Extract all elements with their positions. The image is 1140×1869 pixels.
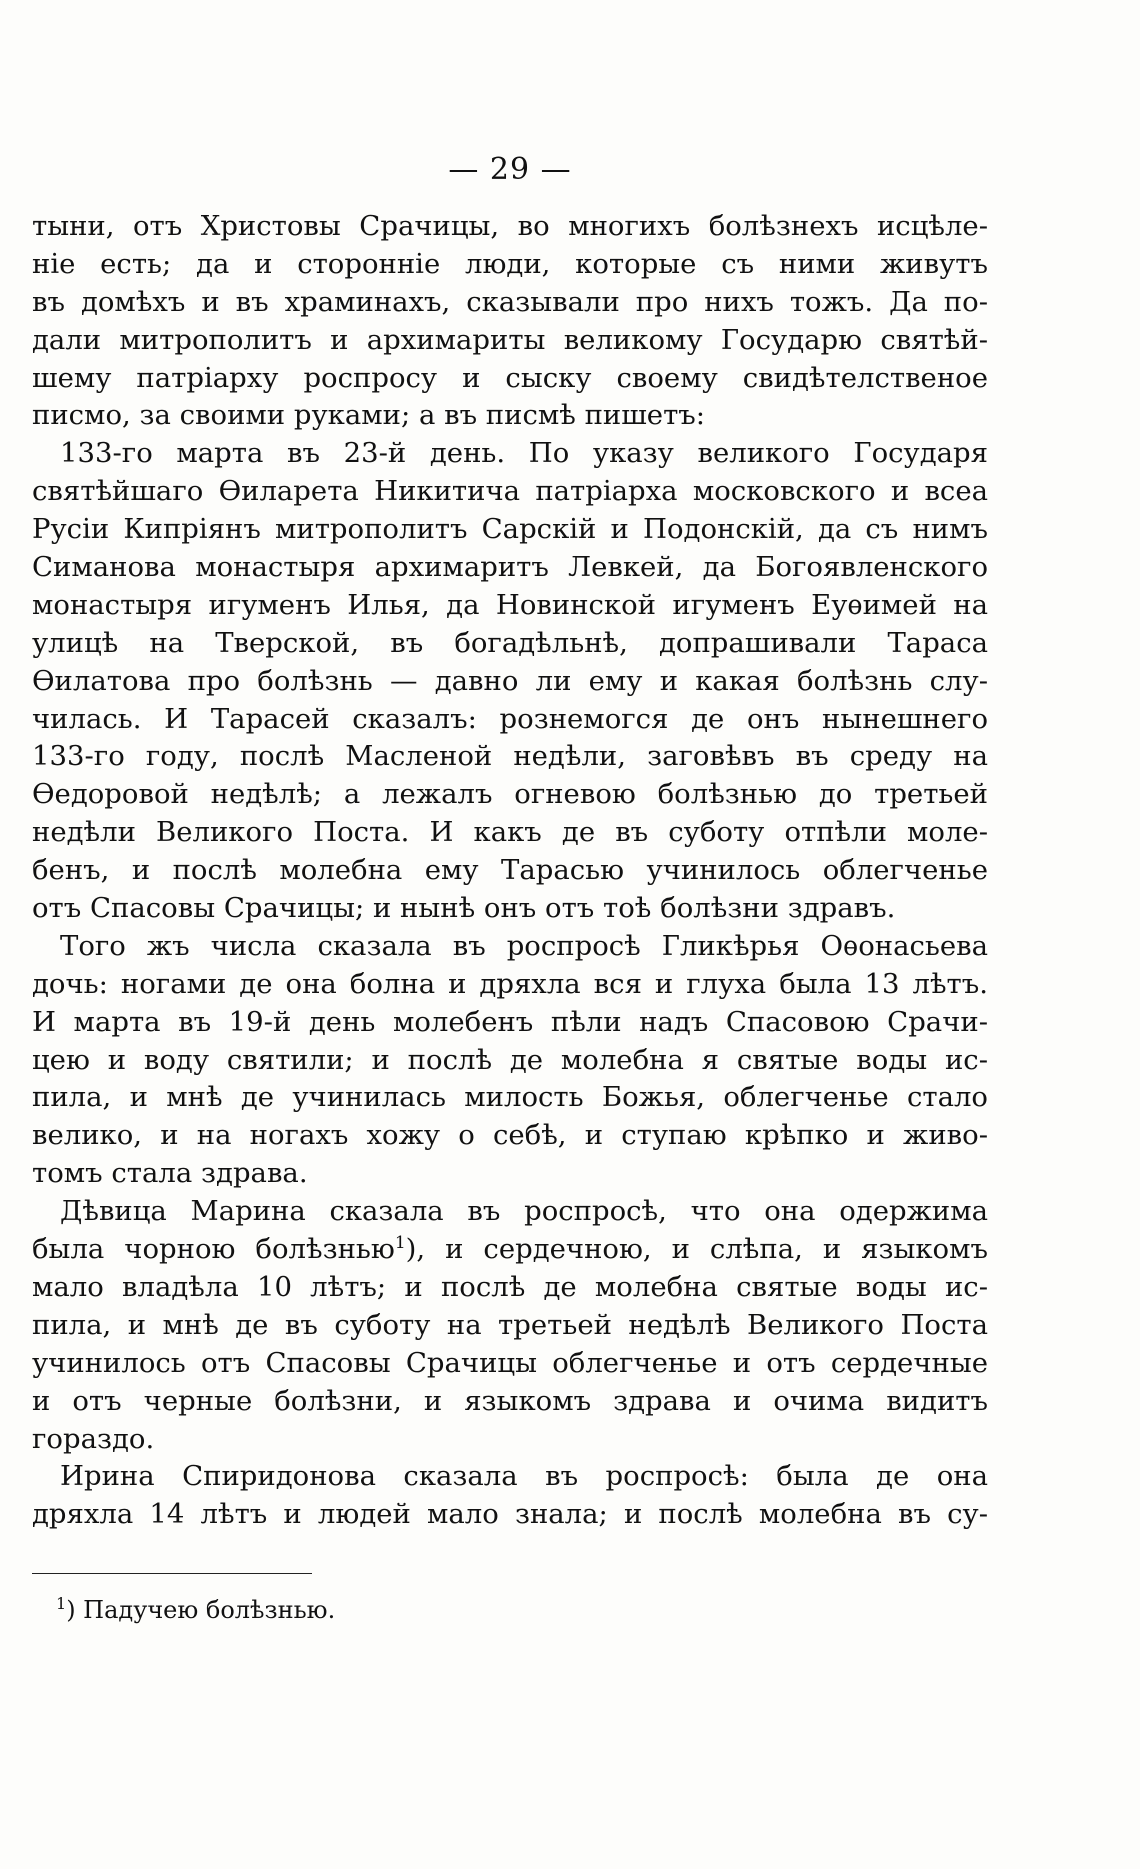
text-line — [32, 1231, 988, 1269]
text-line: Русіи Кипріянъ митрополитъ Сарскій и Подонскій, да съ нимъ — [32, 513, 988, 546]
footnote-text: ) Падучею болѣзнью. — [66, 1596, 336, 1624]
text-line: И марта въ 19-й день молебенъ пѣли надъ Спасовою Срачи- — [32, 1005, 988, 1038]
footnote-reference: 1 — [394, 1232, 406, 1253]
text-line: писмо, за своими руками; а въ писмѣ пишетъ: — [32, 399, 706, 432]
text-line: тыни, отъ Христовы Срачицы, во многихъ болѣзнехъ исцѣле- — [32, 210, 988, 242]
text-line: въ домѣхъ и въ храминахъ, сказывали про нихъ тожъ. Да по- — [32, 285, 988, 318]
text-line: дочь: ногами де она болна и дряхла вся и глуха была 13 лѣтъ. — [32, 967, 988, 1000]
text-line: шему патріарху роспросу и сыску своему свидѣтелственое — [32, 361, 988, 394]
text-line: дряхла 14 лѣтъ и людей мало знала; и послѣ молебна въ су- — [32, 1498, 988, 1531]
text-line: Того жъ числа сказала въ роспросѣ Гликѣрья Оѳонасьева — [60, 929, 988, 962]
footnote-marker: 1 — [56, 1594, 67, 1613]
text-line: пила, и мнѣ де учинилась милость Божья, облегченье стало — [32, 1081, 988, 1114]
text-line: чилась. И Тарасей сказалъ: рознемогся де онъ нынешнего — [32, 702, 988, 735]
text-line: святѣйшаго Ѳиларета Никитича патріарха московского и всеа — [32, 475, 988, 508]
text-line: цею и воду святили; и послѣ де молебна я святые воды ис- — [32, 1043, 988, 1076]
footnote-separator — [32, 1573, 312, 1574]
text-line: мало владѣла 10 лѣтъ; и послѣ де молебна святые воды ис- — [32, 1270, 988, 1303]
text-line: Ѳедоровой недѣлѣ; а лежалъ огневою болѣзнью до третьей — [32, 778, 988, 811]
text-line: и отъ черные болѣзни, и языкомъ здрава и очима видитъ — [32, 1384, 988, 1417]
text-line-segment: ), и сердечною, и слѣпа, и языкомъ — [405, 1233, 988, 1266]
body-text — [32, 208, 988, 1534]
text-line: дали митрополитъ и архимариты великому Государю святѣй- — [32, 323, 988, 356]
text-line: отъ Спасовы Срачицы; и нынѣ онъ отъ тоѣ болѣзни здравъ. — [32, 892, 896, 925]
page-number: — 29 — — [448, 152, 572, 187]
footnote — [56, 1595, 335, 1625]
text-line: недѣли Великого Поста. И какъ де въ суботу отпѣли моле- — [32, 816, 988, 849]
text-line: пила, и мнѣ де въ суботу на третьей недѣлѣ Великого Поста — [32, 1308, 988, 1341]
text-line: бенъ, и послѣ молебна ему Тарасью учинилось облегченье — [32, 854, 988, 887]
text-line: Симанова монастыря архимаритъ Левкей, да Богоявленского — [32, 551, 988, 584]
text-line: Ирина Спиридонова сказала въ роспросѣ: была де она — [60, 1460, 988, 1493]
text-line: улицѣ на Тверской, въ богадѣльнѣ, допрашивали Тараса — [32, 626, 988, 659]
text-line: 133-го году, послѣ Масленой недѣли, заговѣвъ въ среду на — [32, 740, 988, 773]
text-line: Ѳилатова про болѣзнь — давно ли ему и какая болѣзнь слу- — [32, 664, 988, 697]
text-line: 133-го марта въ 23-й день. По указу великого Государя — [60, 437, 988, 470]
text-line: томъ стала здрава. — [32, 1157, 308, 1190]
text-line: учинилось отъ Спасовы Срачицы облегченье и отъ сердечные — [32, 1346, 988, 1379]
text-line: ніе есть; да и сторонніе люди, которые съ ними живутъ — [32, 247, 988, 280]
text-line-segment: была чорною болѣзнью — [32, 1233, 395, 1266]
text-line: гораздо. — [32, 1422, 155, 1455]
text-line: велико, и на ногахъ хожу о себѣ, и ступаю крѣпко и живо- — [32, 1119, 988, 1152]
text-line: монастыря игуменъ Илья, да Новинской игуменъ Еуѳимей на — [32, 588, 988, 621]
text-line: Дѣвица Марина сказала въ роспросѣ, что она одержима — [60, 1195, 988, 1228]
